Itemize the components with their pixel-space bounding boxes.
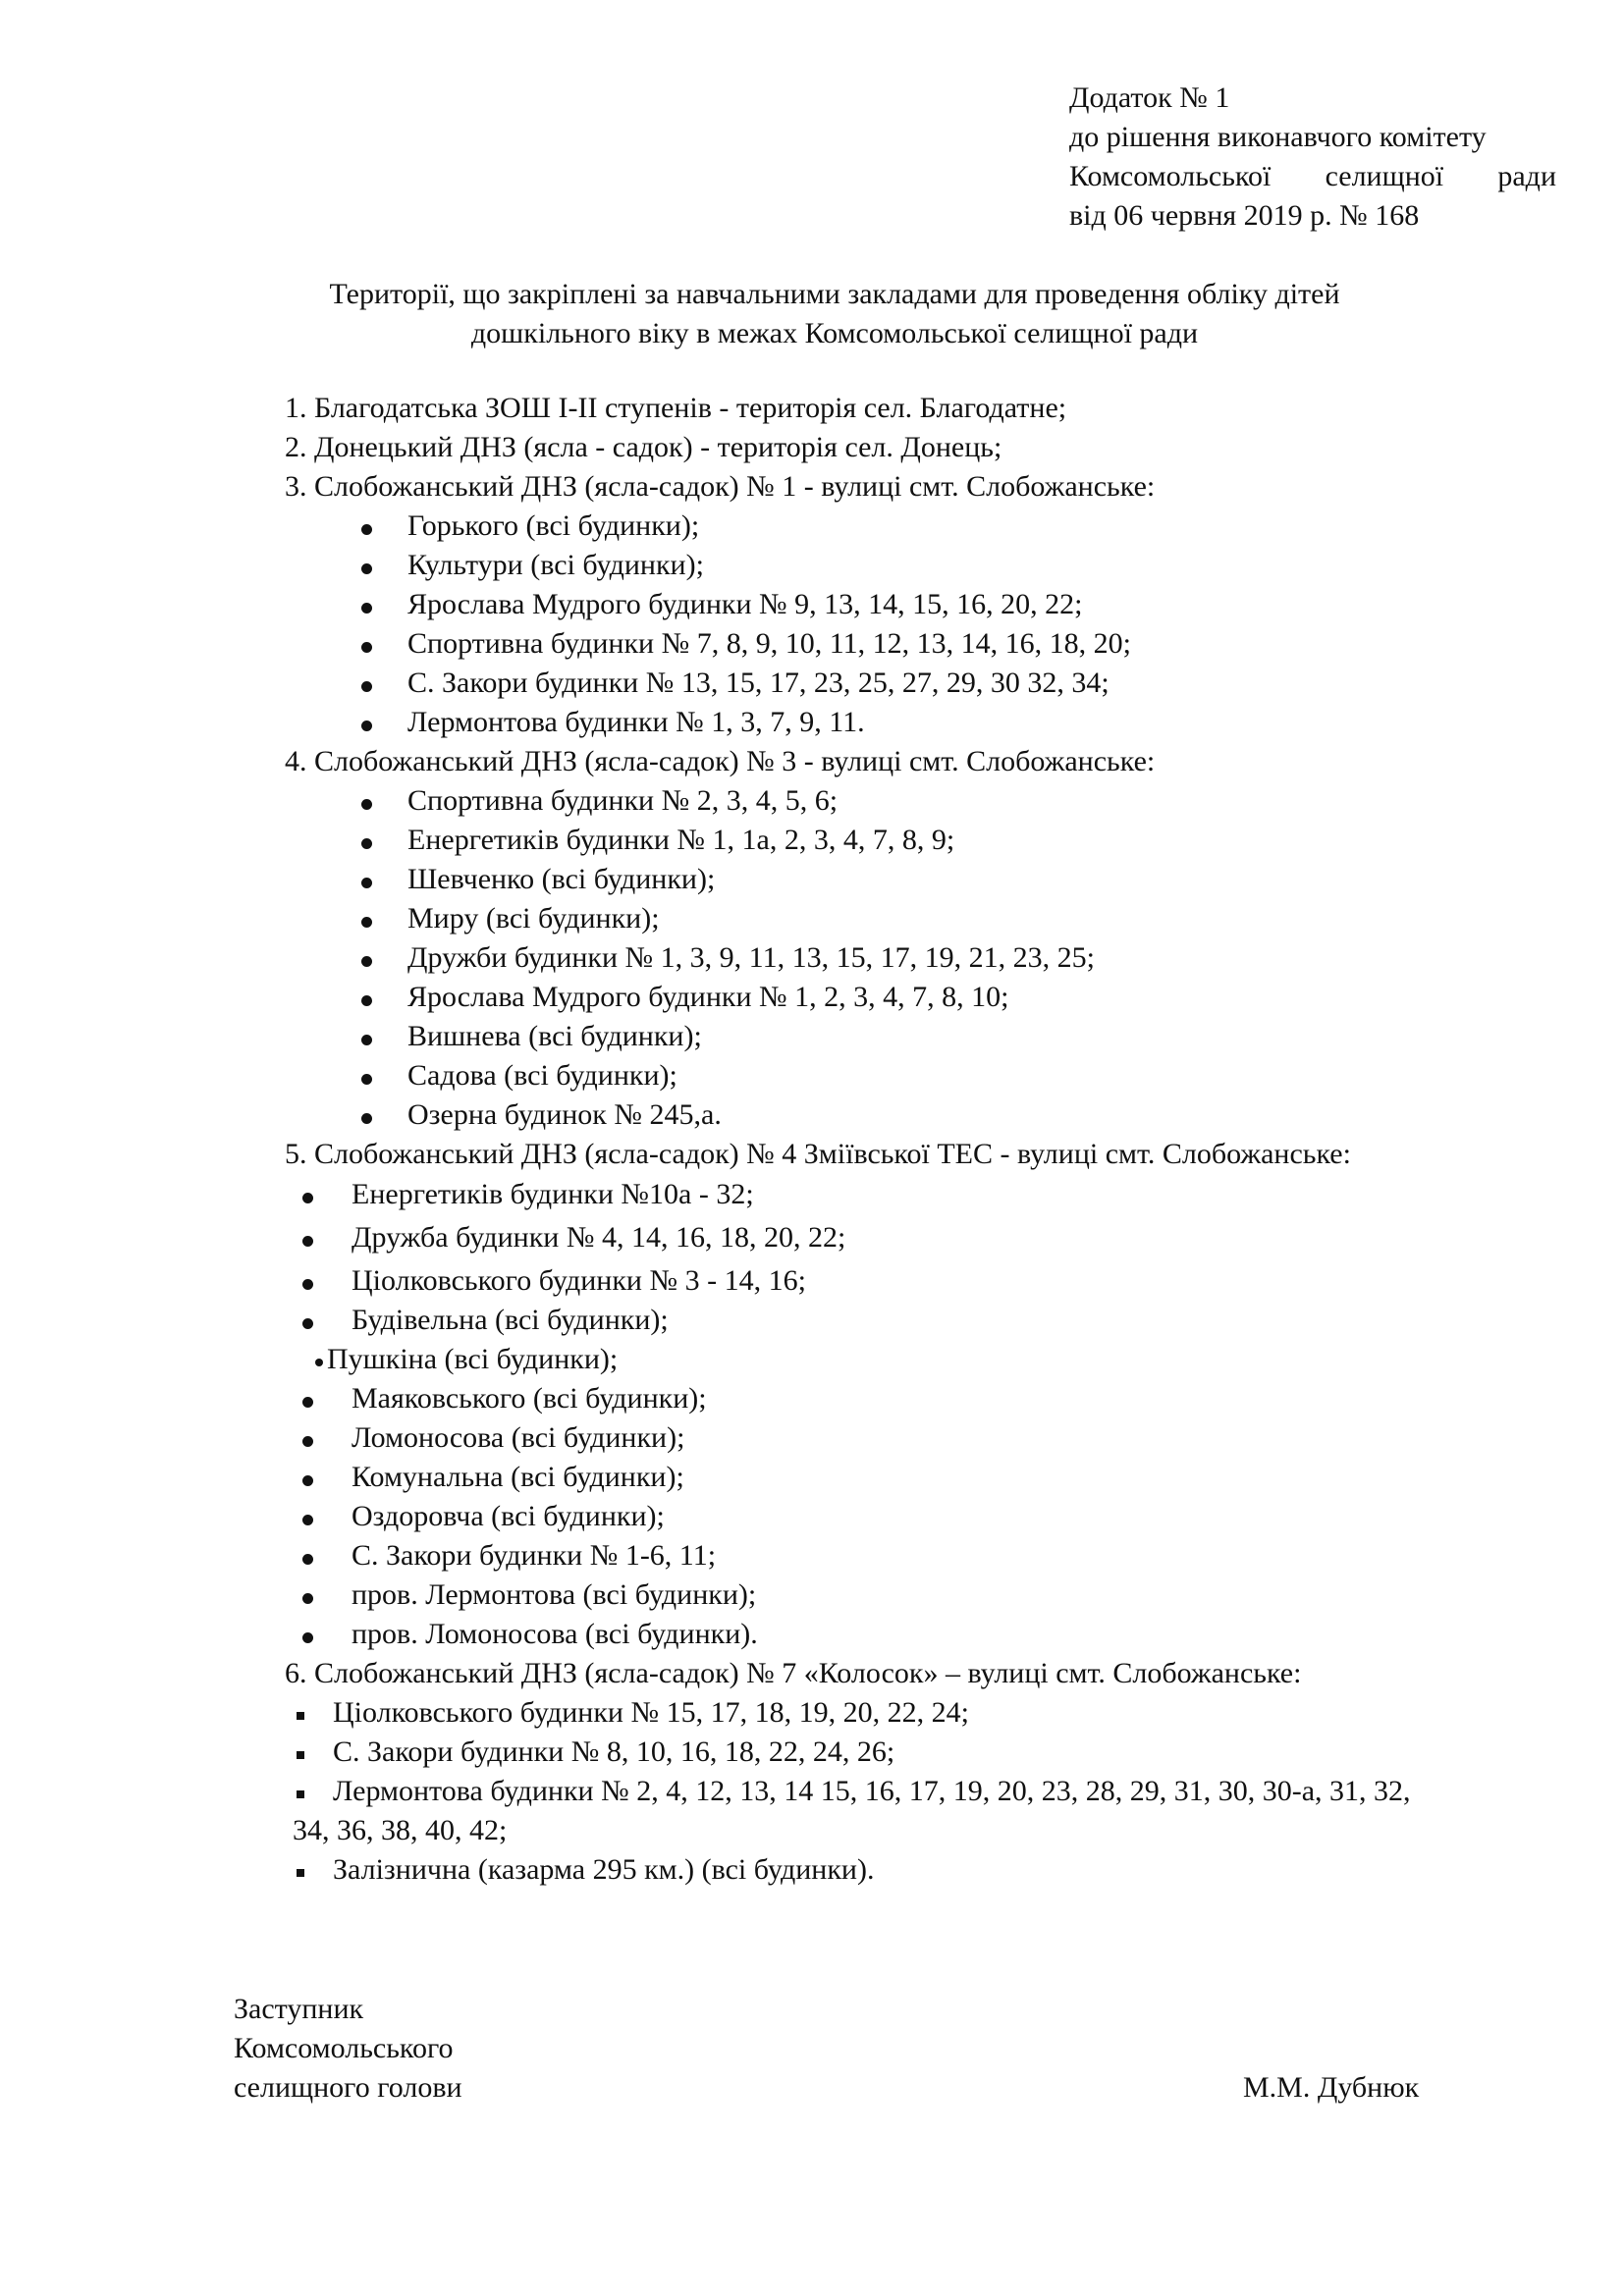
list-item: Ярослава Мудрого будинки № 9, 13, 14, 15, 16, 20, 22; [407,588,1083,620]
signer-title-line-3: селищного голови [234,2071,462,2104]
signer-title-line-1: Заступник [234,1993,364,2025]
bullet-icon [302,1554,313,1565]
list-item: пров. Ломоносова (всі будинки). [352,1618,758,1650]
section-6-heading: 6. Слобожанський ДНЗ (ясла-садок) № 7 «Колосок» – вулиці смт. Слобожанське: [285,1657,1302,1689]
bullet-icon [361,995,372,1006]
bullet-icon [361,642,372,653]
list-item: Спортивна будинки № 7, 8, 9, 10, 11, 12, 13, 14, 16, 18, 20; [407,627,1131,660]
list-item: Лермонтова будинки № 1, 3, 7, 9, 11. [407,706,865,738]
list-item: Комунальна (всі будинки); [352,1461,684,1493]
bullet-icon [302,1515,313,1525]
section-2-heading: 2. Донецький ДНЗ (ясла - садок) - територія сел. Донець; [285,431,1002,463]
square-bullet-icon [297,1751,304,1759]
list-item: Ціолковського будинки № 3 - 14, 16; [352,1264,806,1297]
bullet-icon [361,799,372,810]
list-item: Шевченко (всі будинки); [407,863,716,895]
bullet-icon [315,1359,323,1366]
bullet-icon [302,1593,313,1604]
section-5-heading: 5. Слобожанський ДНЗ (ясла-садок) № 4 Зміївської ТЕС - вулиці смт. Слобожанське: [285,1138,1351,1170]
list-item-continuation: 34, 36, 38, 40, 42; [293,1814,508,1846]
list-item: пров. Лермонтова (всі будинки); [352,1578,757,1611]
bullet-icon [361,878,372,888]
section-1-heading: 1. Благодатська ЗОШ І-ІІ ступенів - територія сел. Благодатне; [285,392,1067,424]
bullet-icon [302,1193,313,1203]
list-item: Оздоровча (всі будинки); [352,1500,665,1532]
bullet-icon [302,1236,313,1247]
list-item: Енергетиків будинки № 1, 1а, 2, 3, 4, 7, 8, 9; [407,824,955,856]
list-item: Озерна будинок № 245,а. [407,1098,722,1131]
bullet-icon [302,1318,313,1329]
decision-reference: до рішення виконавчого комітету [1069,121,1487,153]
bullet-icon [302,1436,313,1447]
appendix-number: Додаток № 1 [1069,81,1230,114]
square-bullet-icon [297,1869,304,1877]
bullet-icon [361,1074,372,1085]
title-line-2: дошкільного віку в межах Комсомольської селищної ради [470,317,1199,349]
decision-date: від 06 червня 2019 р. № 168 [1069,199,1420,232]
signer-name: М.М. Дубнюк [1243,2071,1420,2104]
list-item: Вишнева (всі будинки); [407,1020,702,1052]
list-item: Маяковського (всі будинки); [352,1382,707,1415]
bullet-icon [361,1113,372,1124]
section-3-heading: 3. Слобожанський ДНЗ (ясла-садок) № 1 - вулиці смт. Слобожанське: [285,470,1156,503]
bullet-icon [302,1397,313,1408]
bullet-icon [361,838,372,849]
bullet-icon [302,1279,313,1290]
list-item: Горького (всі будинки); [407,509,700,542]
list-item: Спортивна будинки № 2, 3, 4, 5, 6; [407,784,839,817]
list-item: С. Закори будинки № 8, 10, 16, 18, 22, 24, 26; [333,1735,895,1768]
list-item: Енергетиків будинки №10а - 32; [352,1178,754,1210]
bullet-icon [302,1632,313,1643]
bullet-icon [361,956,372,967]
bullet-icon [361,681,372,692]
square-bullet-icon [297,1712,304,1720]
bullet-icon [361,721,372,731]
appendix-header [1069,79,1560,236]
list-item: Садова (всі будинки); [407,1059,677,1092]
square-bullet-icon [297,1790,304,1798]
list-item: Культури (всі будинки); [407,549,704,581]
list-item: С. Закори будинки № 13, 15, 17, 23, 25, 27, 29, 30 32, 34; [407,667,1110,699]
list-item: Будівельна (всі будинки); [352,1304,669,1336]
bullet-icon [361,603,372,614]
list-item: Ціолковського будинки № 15, 17, 18, 19, 20, 22, 24; [333,1696,969,1729]
list-item: Пушкіна (всі будинки); [327,1343,619,1375]
signer-title-line-2: Комсомольського [234,2032,454,2064]
list-item: Миру (всі будинки); [407,902,660,934]
bullet-icon [361,1035,372,1045]
document-title [245,275,1424,353]
list-item: Ломоносова (всі будинки); [352,1421,685,1454]
bullet-icon [361,524,372,535]
bullet-icon [361,563,372,574]
list-item: Залізнична (казарма 295 км.) (всі будинки). [333,1853,875,1886]
list-item: Дружби будинки № 1, 3, 9, 11, 13, 15, 17, 19, 21, 23, 25; [407,941,1095,974]
title-line-1: Території, що закріплені за навчальними закладами для проведення обліку дітей [329,278,1340,310]
section-4-heading: 4. Слобожанський ДНЗ (ясла-садок) № 3 - вулиці смт. Слобожанське: [285,745,1156,777]
list-item: Ярослава Мудрого будинки № 1, 2, 3, 4, 7, 8, 10; [407,981,1009,1013]
list-item: Дружба будинки № 4, 14, 16, 18, 20, 22; [352,1221,846,1254]
list-item: С. Закори будинки № 1-6, 11; [352,1539,717,1572]
council-name: Комсомольської селищної ради [1069,160,1556,192]
list-item: Лермонтова будинки № 2, 4, 12, 13, 14 15, 16, 17, 19, 20, 23, 28, 29, 31, 30, 30-а, 31, 32, [333,1775,1411,1807]
bullet-icon [302,1475,313,1486]
bullet-icon [361,917,372,928]
